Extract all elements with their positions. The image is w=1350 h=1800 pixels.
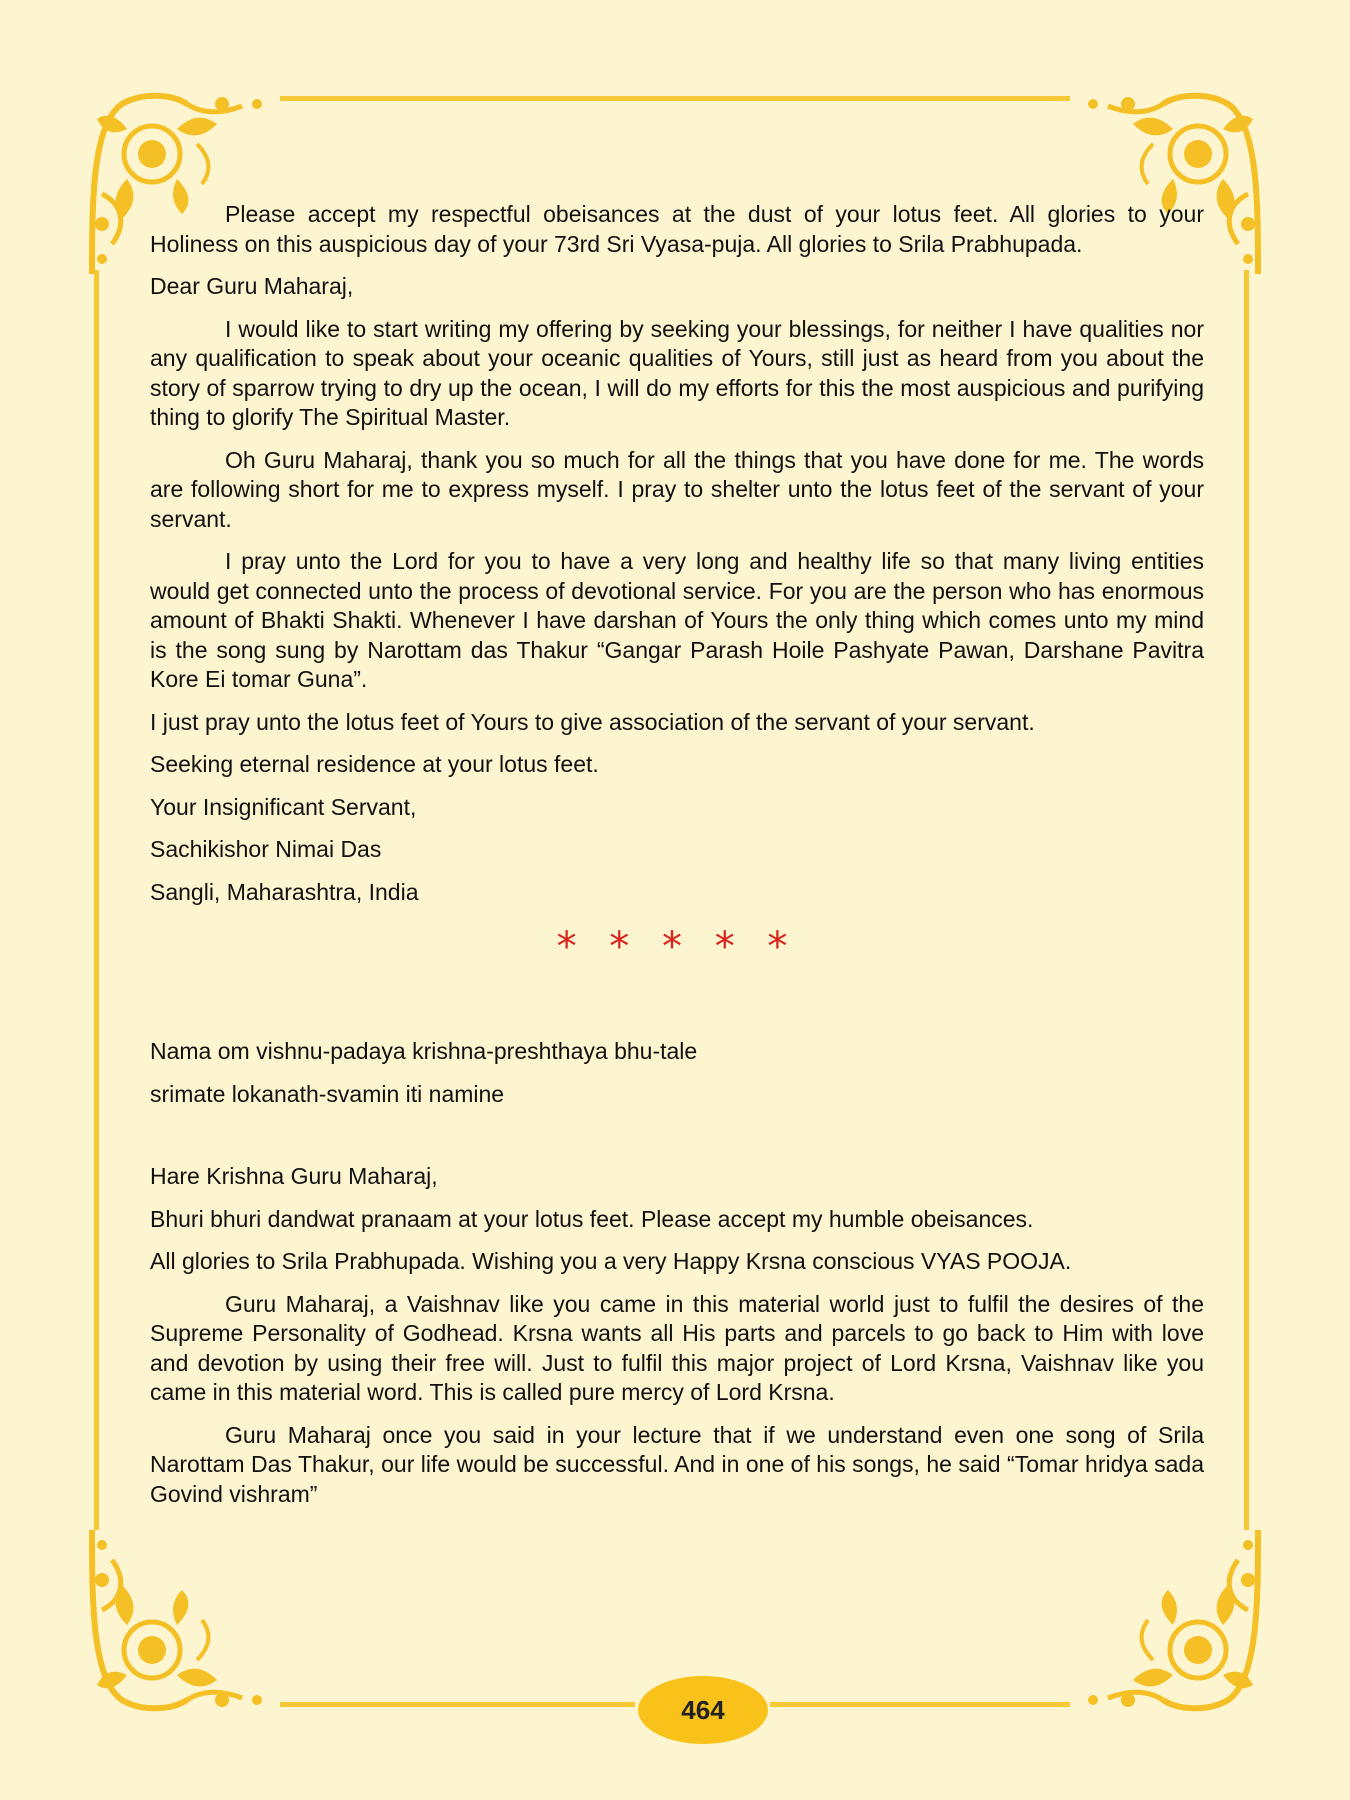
signature-location: Sangli, Maharashtra, India	[150, 878, 419, 905]
border-right	[1244, 270, 1249, 1530]
border-left	[94, 270, 99, 1530]
paragraph: Guru Maharaj, a Vaishnav like you came in this material world just to fulfil the desires of the Supreme Personality of Godhead. Krsna wants all His parts and parcels to go back to Him with love and devotion by using their free will. Just to fulfil this major project of Lord Krsna, Vaishnav like you came in this material word. This is called pure mercy of Lord Krsna.	[150, 1290, 1204, 1405]
salutation: Hare Krishna Guru Maharaj,	[150, 1163, 438, 1189]
paragraph: Guru Maharaj once you said in your lecture that if we understand even one song of Srila Narottam Das Thakur, our life would be successful. And in one of his songs, he said “Tomar hridya sada Govind vishram”	[150, 1421, 1204, 1507]
paragraph: Please accept my respectful obeisances at the dust of your lotus feet. All glories to your Holiness on this auspicious day of your 73rd Sri Vyasa-puja. All glories to Srila Prabhupada.	[150, 201, 1204, 257]
mantra-line: srimate lokanath-svamin iti namine	[150, 1080, 505, 1107]
paragraph: I just pray unto the lotus feet of Yours to give association of the servant of your servant.	[150, 708, 1035, 735]
page-content	[150, 200, 1204, 1522]
border-bottom-left	[280, 1702, 635, 1707]
paragraph: I would like to start writing my offering by seeking your blessings, for neither I have qualities nor any qualification to speak about your oceanic qualities of Yours, still just as heard from you about the story of sparrow trying to dry up the ocean, I will do my efforts for this the most auspicious and purifying thing to glorify The Spiritual Master.	[150, 315, 1204, 430]
paragraph: Bhuri bhuri dandwat pranaam at your lotus feet. Please accept my humble obeisances.	[150, 1205, 1034, 1232]
border-bottom-right	[770, 1702, 1070, 1707]
signature-closing: Your Insignificant Servant,	[150, 793, 417, 820]
signature-name: Sachikishor Nimai Das	[150, 836, 382, 862]
corner-ornament-icon	[1068, 1520, 1268, 1720]
paragraph: I pray unto the Lord for you to have a very long and healthy life so that many living entities would get connected unto the process of devotional service. For you are the person who has enormous amount of Bhakti Shakti. Whenever I have darshan of Yours the only thing which comes unto my mind is the song sung by Narottam das Thakur “Gangar Parash Hoile Pashyate Pawan, Darshane Pavitra Kore Ei tomar Guna”.	[150, 548, 1204, 692]
border-top	[280, 96, 1070, 101]
corner-ornament-icon	[82, 1520, 282, 1720]
page-number: 464	[638, 1676, 768, 1744]
section-separator-stars: * * * * *	[556, 924, 798, 970]
paragraph: Oh Guru Maharaj, thank you so much for all the things that you have done for me. The words are following short for me to express myself. I pray to shelter unto the lotus feet of the servant of your servant.	[150, 446, 1204, 532]
salutation: Dear Guru Maharaj,	[150, 273, 354, 299]
paragraph: All glories to Srila Prabhupada. Wishing you a very Happy Krsna conscious VYAS POOJA.	[150, 1248, 1072, 1274]
mantra-line: Nama om vishnu-padaya krishna-preshthaya bhu-tale	[150, 1038, 698, 1064]
paragraph: Seeking eternal residence at your lotus feet.	[150, 751, 599, 777]
